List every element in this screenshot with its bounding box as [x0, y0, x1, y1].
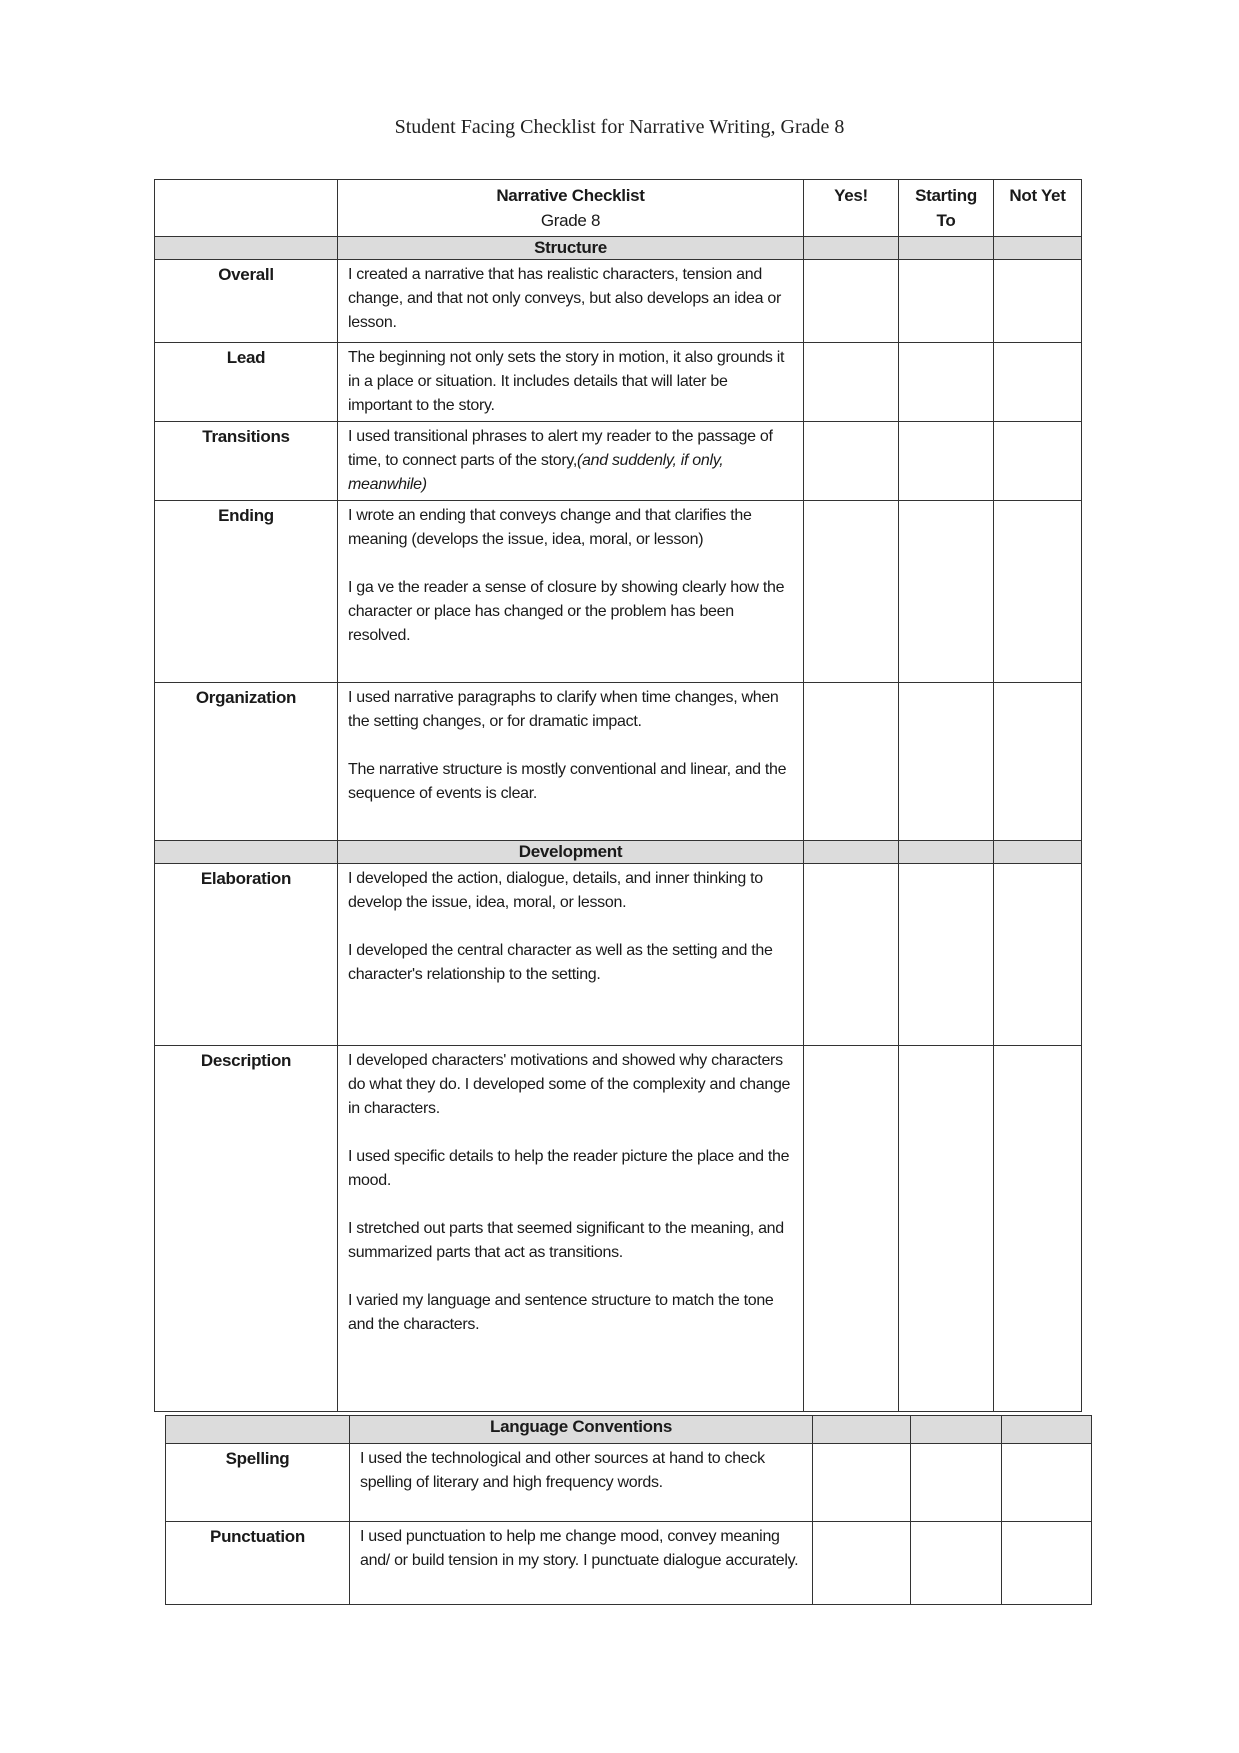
yes-cell[interactable] [804, 260, 899, 343]
grade-heading: Grade 8 [540, 211, 601, 230]
table-row: Organization I used narrative paragraphs to clarify when time changes, when the setting changes, or for dramatic impact. The narrative structure is mostly conventional and linear, and the sequence of events is clear. [155, 683, 1082, 841]
not-yet-cell[interactable] [994, 683, 1082, 841]
table-row: Ending I wrote an ending that conveys change and that clarifies the meaning (develops the issue, idea, moral, or lesson) I ga ve the reader a sense of closure by showing clearly how the character or place has changed or the problem has been resolved. [155, 501, 1082, 683]
starting-cell[interactable] [899, 422, 994, 501]
not-yet-cell[interactable] [994, 1046, 1082, 1412]
not-yet-cell[interactable] [994, 422, 1082, 501]
section-band [166, 1416, 1092, 1444]
table-row: Lead The beginning not only sets the story in motion, it also grounds it in a place or situation. It includes details that will later be important to the story. [155, 343, 1082, 422]
yes-cell[interactable] [813, 1522, 911, 1605]
starting-cell[interactable] [911, 1522, 1002, 1605]
table-row: Overall I created a narrative that has realistic characters, tension and change, and that not only conveys, but also develops an idea or lesson. [155, 260, 1082, 343]
starting-cell[interactable] [911, 1444, 1002, 1522]
yes-cell[interactable] [804, 1046, 899, 1412]
not-yet-cell[interactable] [994, 343, 1082, 422]
yes-cell[interactable] [804, 864, 899, 1046]
starting-heading: Starting To [899, 180, 994, 237]
starting-cell[interactable] [899, 683, 994, 841]
not-yet-cell[interactable] [1002, 1444, 1092, 1522]
not-yet-cell[interactable] [1002, 1522, 1092, 1605]
yes-cell[interactable] [804, 501, 899, 683]
section-development: Development [338, 841, 804, 864]
not-yet-heading: Not Yet [994, 180, 1082, 237]
checklist-table [154, 179, 1082, 1412]
section-structure: Structure [338, 237, 804, 260]
starting-cell[interactable] [899, 343, 994, 422]
document-title: Student Facing Checklist for Narrative Writing, Grade 8 [394, 116, 845, 138]
section-conventions: Language Conventions [350, 1416, 813, 1444]
starting-cell[interactable] [899, 501, 994, 683]
table-row: Spelling I used the technological and other sources at hand to check spelling of literary and high frequency words. [166, 1444, 1092, 1522]
starting-cell[interactable] [899, 260, 994, 343]
starting-cell[interactable] [899, 1046, 994, 1412]
section-band [155, 237, 1082, 260]
table-row: Elaboration I developed the action, dialogue, details, and inner thinking to develop the issue, idea, moral, or lesson. I developed the central character as well as the setting and the character's relationship to the setting. [155, 864, 1082, 1046]
section-band [155, 841, 1082, 864]
checklist-heading: Narrative Checklist [496, 186, 645, 205]
yes-cell[interactable] [813, 1444, 911, 1522]
yes-heading: Yes! [804, 180, 899, 237]
not-yet-cell[interactable] [994, 260, 1082, 343]
yes-cell[interactable] [804, 422, 899, 501]
header-row [155, 180, 1082, 237]
not-yet-cell[interactable] [994, 864, 1082, 1046]
not-yet-cell[interactable] [994, 501, 1082, 683]
yes-cell[interactable] [804, 683, 899, 841]
starting-cell[interactable] [899, 864, 994, 1046]
conventions-table [165, 1415, 1092, 1605]
table-row: Transitions I used transitional phrases to alert my reader to the passage of time, to connect parts of the story,(and suddenly, if only, meanwhile) [155, 422, 1082, 501]
table-row: Punctuation I used punctuation to help me change mood, convey meaning and/ or build tension in my story. I punctuate dialogue accurately. [166, 1522, 1092, 1605]
table-row: Description I developed characters' motivations and showed why characters do what they do. I developed some of the complexity and change in characters. I used specific details to help the reader picture the place and the mood. I stretched out parts that seemed significant to the meaning, and summarized parts that act as transitions. I varied my language and sentence structure to match the tone and the characters. [155, 1046, 1082, 1412]
yes-cell[interactable] [804, 343, 899, 422]
